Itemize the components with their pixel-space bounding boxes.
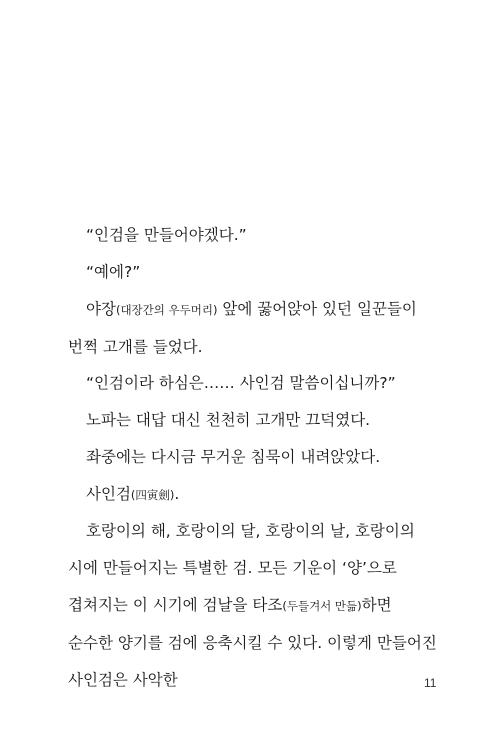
paragraph-text: 야장 — [86, 300, 116, 318]
annotation: (대장간의 우두머리) — [115, 303, 218, 317]
paragraph-narration-2 — [68, 402, 440, 439]
paragraph-dialogue-3 — [68, 365, 440, 402]
paragraph-text: 좌중에는 다시금 무거운 침묵이 내려앉았다. — [86, 448, 381, 466]
paragraph-text: 호랑이의 해, 호랑이의 달, 호랑이의 날, 호랑이의 시에 만들어지는 특별한 검. 모든 기운이 ‘양’으로 겹쳐지는 이 시기에 검날을 타조 — [68, 522, 415, 614]
paragraph-dialogue-2 — [68, 254, 440, 291]
paragraph-text: “인검을 만들어야겠다.” — [86, 226, 247, 244]
paragraph-text: 노파는 대답 대신 천천히 고개만 끄덕였다. — [86, 411, 371, 429]
paragraph-text: 하면 순수한 양기를 검에 응축시킬 수 있다. 이렇게 만들어진 사인검은 사악한 — [68, 596, 437, 689]
paragraph-text: . — [174, 485, 180, 503]
paragraph-narration-4 — [68, 476, 440, 514]
paragraph-dialogue-1 — [68, 217, 440, 254]
annotation: (四寅劍) — [130, 488, 175, 502]
paragraph-narration-3 — [68, 439, 440, 476]
page-number: 11 — [424, 676, 437, 690]
annotation: (두들겨서 만듦) — [282, 599, 362, 613]
paragraph-narration-5 — [68, 513, 440, 699]
paragraph-narration-1 — [68, 291, 440, 366]
paragraph-text: “인검이라 하심은…… 사인검 말씀이십니까?” — [86, 374, 396, 392]
paragraph-text: 앞에 꿇어앉아 있던 일꾼들이 번쩍 고개를 들었다. — [68, 300, 417, 356]
paragraph-text: “예에?” — [86, 263, 141, 281]
paragraph-text: 사인검 — [86, 485, 131, 503]
